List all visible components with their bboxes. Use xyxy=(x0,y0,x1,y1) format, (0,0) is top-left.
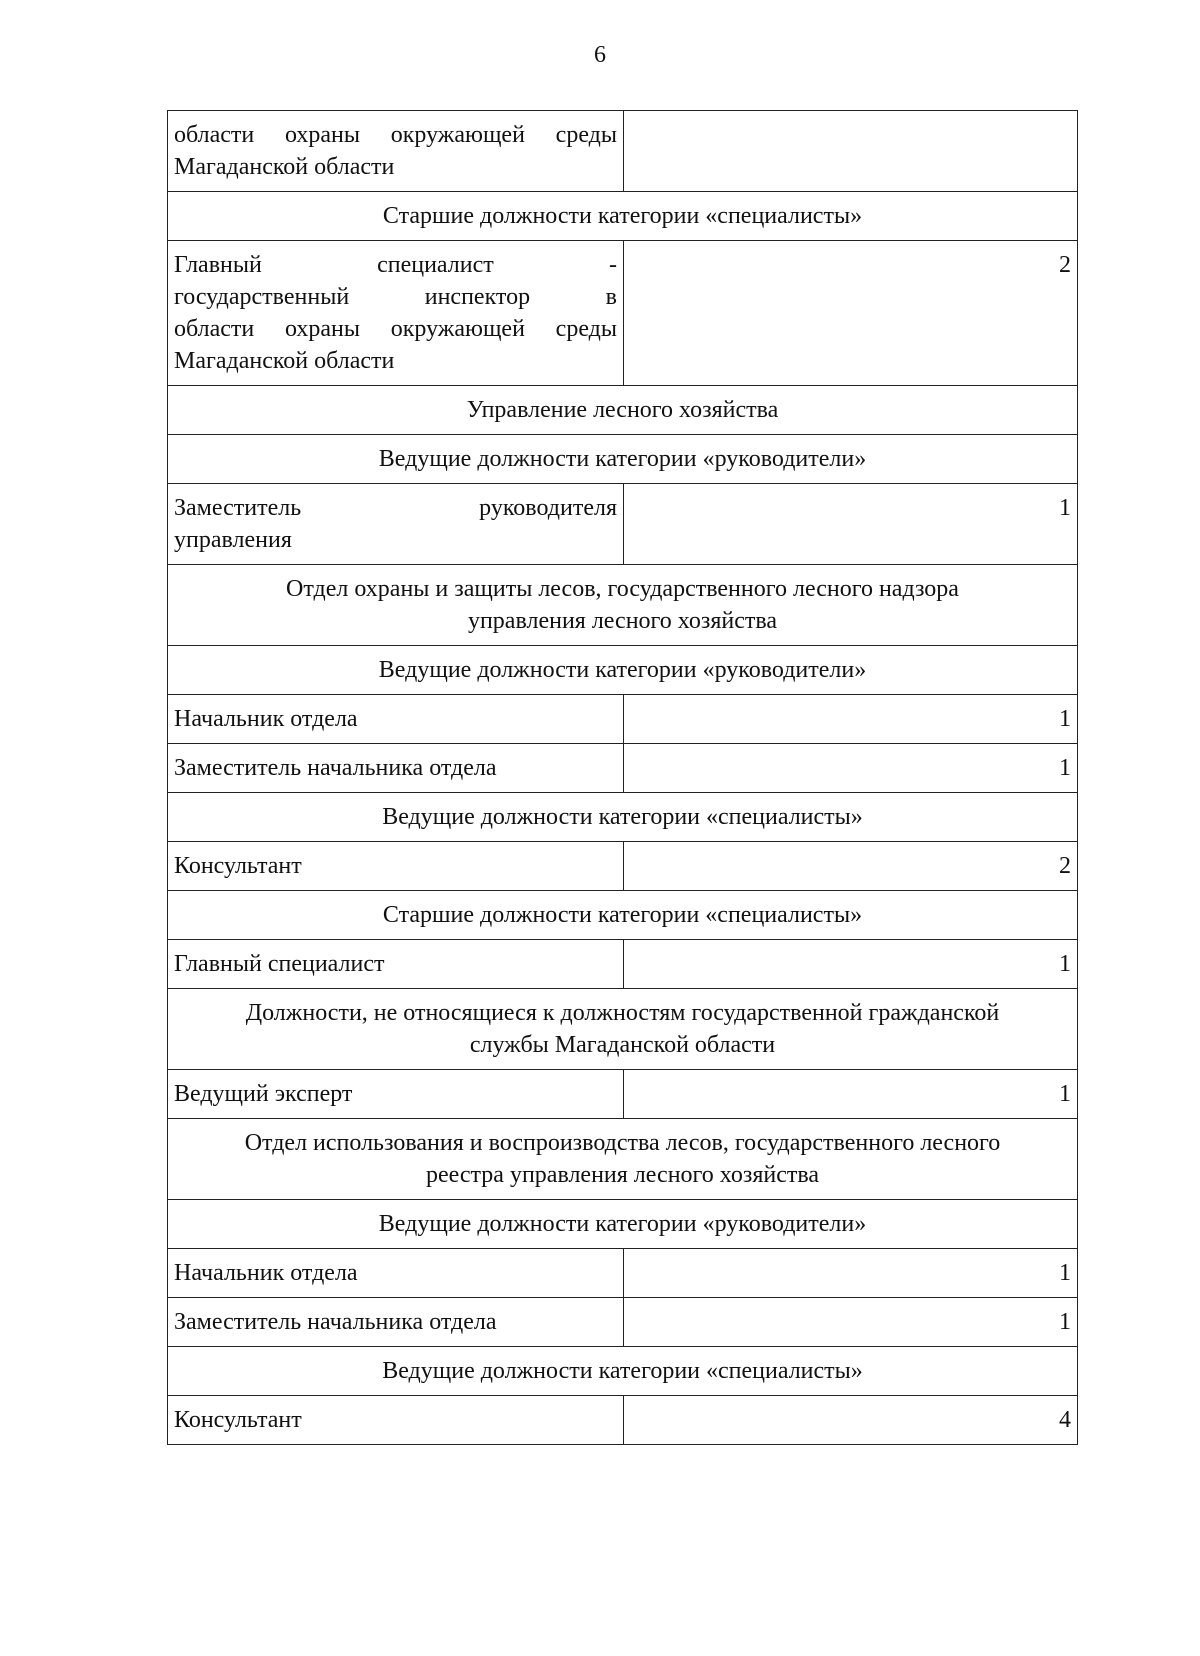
position-count: 1 xyxy=(624,484,1078,565)
position-name-line: области охраны окружающей среды xyxy=(174,316,617,342)
position-name xyxy=(168,111,624,192)
position-name xyxy=(168,1396,624,1445)
section-header-row xyxy=(168,565,1078,646)
section-header-line: Ведущие должности категории «руководители» xyxy=(378,657,867,683)
section-header xyxy=(168,891,1078,940)
position-row xyxy=(168,241,1078,386)
position-name xyxy=(168,484,624,565)
section-header-line: Ведущие должности категории «специалисты» xyxy=(382,804,863,830)
section-header-row xyxy=(168,989,1078,1070)
position-name xyxy=(168,842,624,891)
position-row xyxy=(168,940,1078,989)
position-row xyxy=(168,1070,1078,1119)
section-header xyxy=(168,435,1078,484)
section-header-line: Старшие должности категории «специалисты» xyxy=(382,203,863,229)
position-row xyxy=(168,1396,1078,1445)
position-count: 1 xyxy=(624,695,1078,744)
position-name-line: Заместитель начальника отдела xyxy=(174,1309,497,1335)
position-name xyxy=(168,241,624,386)
position-count: 2 xyxy=(624,842,1078,891)
section-header-row xyxy=(168,891,1078,940)
position-row xyxy=(168,111,1078,192)
position-count: 1 xyxy=(624,1298,1078,1347)
position-name xyxy=(168,1070,624,1119)
position-name-line: Главный специалист xyxy=(174,951,385,977)
position-name-line: Начальник отдела xyxy=(174,1260,358,1286)
position-count: 1 xyxy=(624,744,1078,793)
section-header-line: Ведущие должности категории «руководители» xyxy=(378,1211,867,1237)
section-header xyxy=(168,1347,1078,1396)
position-count: 1 xyxy=(624,1249,1078,1298)
section-header xyxy=(168,565,1078,646)
position-name xyxy=(168,940,624,989)
section-header-row xyxy=(168,435,1078,484)
position-name xyxy=(168,695,624,744)
section-header-line: Ведущие должности категории «руководители» xyxy=(378,446,867,472)
position-name-line: государственный инспектор в xyxy=(174,284,617,310)
staffing-table xyxy=(167,110,1078,1445)
position-count: 1 xyxy=(624,1070,1078,1119)
section-header-line: управления лесного хозяйства xyxy=(467,608,778,634)
section-header xyxy=(168,989,1078,1070)
position-name-line: Заместитель руководителя xyxy=(174,495,617,521)
section-header-line: Отдел использования и воспроизводства лесов, государственного лесного xyxy=(244,1130,1001,1156)
section-header-row xyxy=(168,1119,1078,1200)
position-count xyxy=(624,111,1078,192)
section-header xyxy=(168,793,1078,842)
section-header xyxy=(168,386,1078,435)
section-header xyxy=(168,646,1078,695)
staffing-table-body xyxy=(168,111,1078,1445)
section-header-line: Управление лесного хозяйства xyxy=(466,397,779,423)
position-name-line: управления xyxy=(174,527,292,553)
position-name-line: Магаданской области xyxy=(174,348,395,374)
position-name-line: Начальник отдела xyxy=(174,706,358,732)
section-header-line: реестра управления лесного хозяйства xyxy=(425,1162,820,1188)
section-header-line: службы Магаданской области xyxy=(469,1032,776,1058)
position-name-line: Заместитель начальника отдела xyxy=(174,755,497,781)
section-header-line: Ведущие должности категории «специалисты» xyxy=(382,1358,863,1384)
position-name xyxy=(168,1249,624,1298)
position-name-line: Консультант xyxy=(174,1407,302,1433)
section-header-row xyxy=(168,1347,1078,1396)
section-header xyxy=(168,1200,1078,1249)
section-header-line: Старшие должности категории «специалисты» xyxy=(382,902,863,928)
position-name-line: Главный специалист - xyxy=(174,252,617,278)
position-row xyxy=(168,1249,1078,1298)
section-header-row xyxy=(168,386,1078,435)
position-row xyxy=(168,842,1078,891)
section-header-line: Отдел охраны и защиты лесов, государственного лесного надзора xyxy=(286,576,959,602)
position-count: 2 xyxy=(624,241,1078,386)
section-header-row xyxy=(168,192,1078,241)
position-row xyxy=(168,484,1078,565)
section-header xyxy=(168,192,1078,241)
position-row xyxy=(168,1298,1078,1347)
section-header-line: Должности, не относящиеся к должностям государственной гражданской xyxy=(245,1000,1000,1026)
position-name-line: области охраны окружающей среды xyxy=(174,122,617,148)
position-name-line: Консультант xyxy=(174,853,302,879)
position-name xyxy=(168,744,624,793)
position-name xyxy=(168,1298,624,1347)
position-row xyxy=(168,744,1078,793)
page-number: 6 xyxy=(594,42,606,68)
position-row xyxy=(168,695,1078,744)
position-count: 4 xyxy=(624,1396,1078,1445)
section-header-row xyxy=(168,1200,1078,1249)
section-header xyxy=(168,1119,1078,1200)
position-name-line: Ведущий эксперт xyxy=(174,1081,353,1107)
position-count: 1 xyxy=(624,940,1078,989)
position-name-line: Магаданской области xyxy=(174,154,395,180)
section-header-row xyxy=(168,793,1078,842)
section-header-row xyxy=(168,646,1078,695)
